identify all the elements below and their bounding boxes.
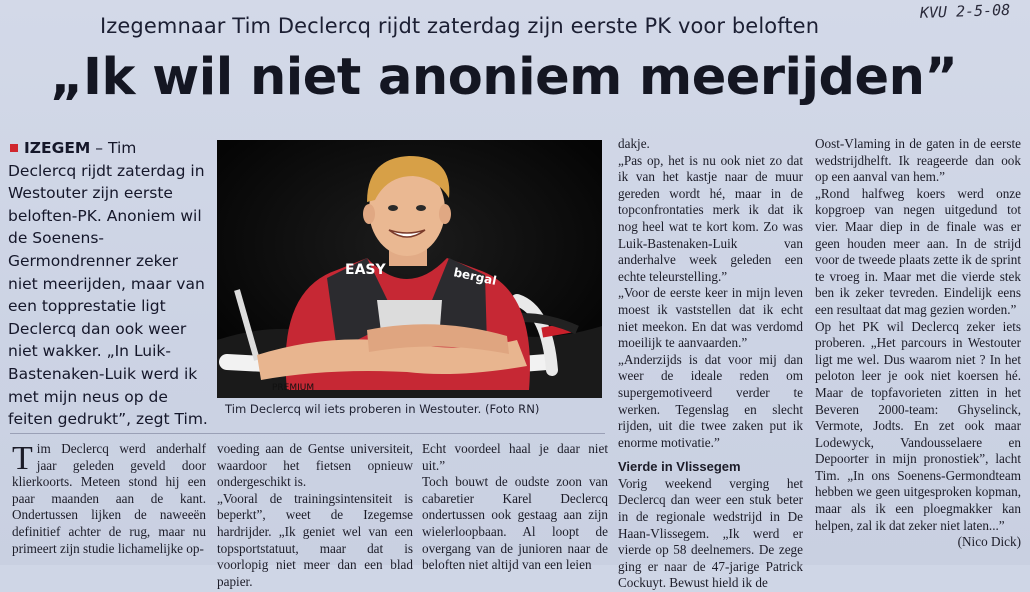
paragraph: „Voor de eerste keer in mijn leven moest ik vaststellen dat ik echt niet meekon. En dat was verdomd moeilijk te aanvaarden.” <box>618 285 803 351</box>
jersey-text-sponsor: bergal <box>452 265 498 288</box>
handwritten-date-note: KVU 2-5-08 <box>919 0 1011 22</box>
body-column-2 <box>217 441 413 589</box>
body-column-5 <box>815 136 1021 565</box>
paragraph: „Vooral de trainingsintensiteit is beperkt”, weet de Izegemse hardrijder. „Ik geniet wel van een topsportstatuut, maar dat is voorlopig niet meer dan een blad papier. <box>217 490 413 589</box>
article-headline: „Ik wil niet anoniem meerijden” <box>50 48 958 107</box>
bike-frame-text: PREMIUM <box>272 383 315 393</box>
lead-text: – Tim Declercq rijdt zaterdag in Westouter zijn eerste beloften-PK. Anoniem wil de Soenens-Germondrenner zeker niet meerijden, maar van een topprestatie ligt Declercq dan ook weer niet wakker. „In Luik-Bastenaken-Luik werd ik met mijn neus op de feiten gedrukt”, zegt Tim. <box>8 139 208 429</box>
cyclist-portrait-illustration <box>217 140 602 398</box>
article-subheadline: Izegemnaar Tim Declercq rijdt zaterdag zijn eerste PK voor beloften <box>100 14 820 38</box>
paragraph: „Anderzijds is dat voor mij dan weer de ideale reden om supergemotiveerd verder te werken. Tegenslag en slecht rijden, uit die twee zaken put ik enorme motivatie.” <box>618 351 803 450</box>
author-credit: (Nico Dick) <box>957 534 1021 550</box>
paragraph: Op het PK wil Declercq zeker iets proberen. „Het parcours in Westouter ligt me wel. Dus waarom niet ? In het peloton leer je ook niet koersen hé. Maar de topfavorieten zitten in het Beveren 2000-team: Ghyselinck, Vermote, Jodts. En zet ook maar Lodewyck, Vandousselaere en Depoorter in mijn pronostiek”, lacht Tim. „In ons Soenens-Germondteam hebben we geen uitgesproken kopman, maar als ik een ploegmakker kan helpen, zal ik dat zeker niet laten...” <box>815 318 1021 533</box>
paragraph: dakje. <box>618 136 650 151</box>
divider-rule <box>10 433 605 434</box>
red-square-marker-icon <box>10 144 18 152</box>
body-column-4 <box>618 136 803 591</box>
paragraph: voeding aan de Gentse universiteit, waardoor het fietsen opnieuw ondergeschikt is. <box>217 441 413 490</box>
dateline: IZEGEM <box>24 139 91 157</box>
article-lead <box>8 137 208 429</box>
paragraph: „Rond halfweg koers werd onze kopgroep van negen uitgedund tot vier. Maar diep in de finale was er geen houden meer aan. In de strijd voor de tweede plaats zette ik de sprint te vroeg in. Maar met die vierde stek ben ik zeker tevreden. Eindelijk eens een resultaat dat mag gezien worden.” <box>815 185 1021 317</box>
paragraph: Oost-Vlaming in de gaten in de eerste wedstrijdhelft. Ik reageerde dan ook op een aanval van hem.” <box>815 136 1021 185</box>
jersey-text-easy: EASY <box>345 262 386 278</box>
body-column-1 <box>12 441 206 565</box>
paragraph: „Pas op, het is nu ook niet zo dat ik van het kastje naar de muur gereden wordt hé, maar in de topconfrontaties merk ik dat ik nog heel wat te kort kom. Zo was Luik-Bastenaken-Luik van anderhalve week geleden een echte teleurstelling.” <box>618 152 803 284</box>
body-column-3 <box>422 441 608 573</box>
drop-cap: T <box>12 440 33 477</box>
paragraph: Echt voordeel haal je daar niet uit.” <box>422 441 608 473</box>
paragraph: Toch bouwt de oudste zoon van cabaretier Karel Declercq ondertussen ook gestaag aan zijn wielerloopbaan. Al loopt de overgang van de junioren naar de beloften niet altijd van een leien <box>422 474 608 573</box>
body-column-1-text: im Declercq werd anderhalf jaar geleden geveld door klierkoorts. Meteen stond hij een paar maanden aan de kant. Ondertussen lijken de naweeën definitief achter de rug, maar nu primeert zijn studie lichamelijke op- <box>12 441 206 556</box>
paragraph: Vorig weekend verging het Declercq dan weer een stuk beter in de regionale wedstrijd in De Haan-Vlissegem. „Ik werd er vierde op 58 deelnemers. De zege ging er naar de 47-jarige Patrick Cockuyt. Bewust hield ik de <box>618 475 803 591</box>
photo-caption: Tim Declercq wil iets proberen in Westouter. (Foto RN) <box>225 402 540 416</box>
section-subhead: Vierde in Vlissegem <box>618 459 741 475</box>
cyclist-photo <box>217 140 602 398</box>
